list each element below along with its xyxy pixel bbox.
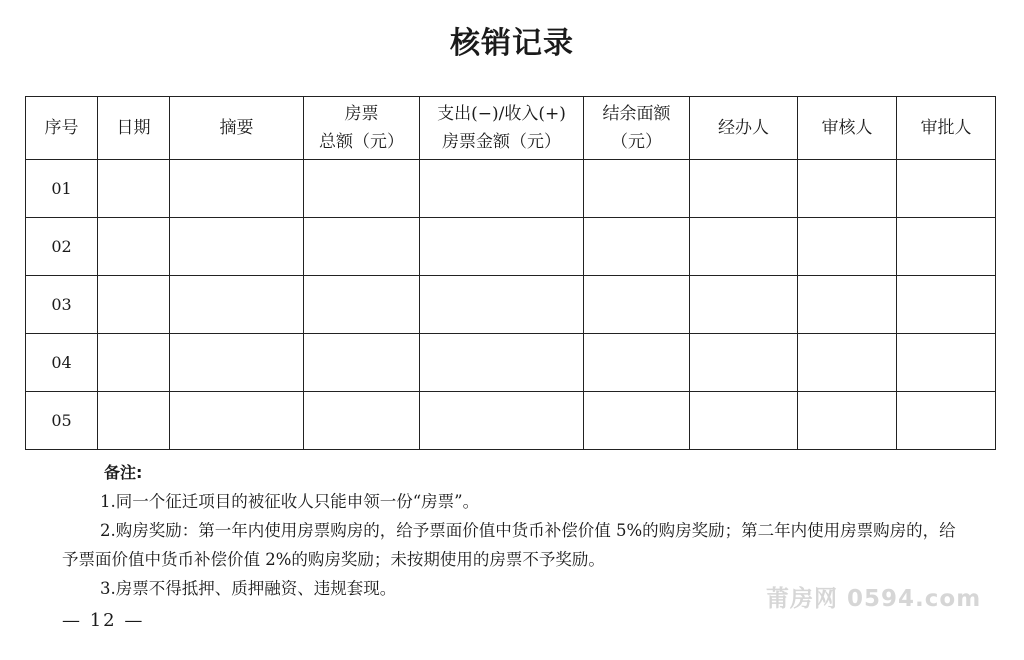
cell-reviewer xyxy=(798,392,897,450)
table-row xyxy=(26,160,996,218)
cell-ticket-total xyxy=(304,218,420,276)
header-in-out xyxy=(420,97,584,160)
cell-date xyxy=(98,392,170,450)
header-in-out-line2: 房票金额（元） xyxy=(442,132,561,152)
cell-approver xyxy=(897,276,996,334)
cell-summary xyxy=(170,392,304,450)
header-in-out-line1: 支出(−)/收入(+) xyxy=(437,104,566,124)
remark-item-2: 2.购房奖励：第一年内使用房票购房的，给予票面价值中货币补偿价值 5%的购房奖励；第二年内使用房票购房的，给予票面价值中货币补偿价值 2%的购房奖励；未按期使用的房票不予奖励。 xyxy=(62,521,956,569)
row-seq: 04 xyxy=(26,334,98,392)
cell-balance xyxy=(584,276,690,334)
row-seq: 02 xyxy=(26,218,98,276)
cell-ticket-total xyxy=(304,160,420,218)
header-ticket-total-line1: 房票 xyxy=(344,104,379,124)
cell-reviewer xyxy=(798,218,897,276)
cell-date xyxy=(98,218,170,276)
watermark: 莆房网 0594.com xyxy=(766,586,982,612)
cell-summary xyxy=(170,276,304,334)
cell-handler xyxy=(690,218,798,276)
remark-item-3: 3.房票不得抵押、质押融资、违规套现。 xyxy=(100,579,397,598)
cell-approver xyxy=(897,392,996,450)
cell-balance xyxy=(584,392,690,450)
cell-in-out xyxy=(420,218,584,276)
header-summary: 摘要 xyxy=(170,97,304,160)
header-balance xyxy=(584,97,690,160)
header-approver: 审批人 xyxy=(897,97,996,160)
cell-balance xyxy=(584,160,690,218)
table-row xyxy=(26,218,996,276)
table-row xyxy=(26,334,996,392)
cell-reviewer xyxy=(798,160,897,218)
cell-in-out xyxy=(420,276,584,334)
cell-summary xyxy=(170,334,304,392)
cell-date xyxy=(98,276,170,334)
header-balance-line1: 结余面额 xyxy=(602,104,671,124)
row-seq: 05 xyxy=(26,392,98,450)
table-row xyxy=(26,276,996,334)
header-balance-line2: （元） xyxy=(611,132,662,152)
cell-ticket-total xyxy=(304,276,420,334)
remarks-heading: 备注: xyxy=(104,463,143,482)
cell-handler xyxy=(690,160,798,218)
header-seq: 序号 xyxy=(26,97,98,160)
cell-summary xyxy=(170,218,304,276)
cell-date xyxy=(98,334,170,392)
remark-item-1: 1.同一个征迁项目的被征收人只能申领一份“房票”。 xyxy=(100,492,480,511)
header-date: 日期 xyxy=(98,97,170,160)
cell-in-out xyxy=(420,334,584,392)
cell-approver xyxy=(897,160,996,218)
cell-date xyxy=(98,160,170,218)
row-seq: 03 xyxy=(26,276,98,334)
cell-reviewer xyxy=(798,334,897,392)
header-handler: 经办人 xyxy=(690,97,798,160)
cell-summary xyxy=(170,160,304,218)
cell-approver xyxy=(897,334,996,392)
cell-balance xyxy=(584,334,690,392)
header-reviewer: 审核人 xyxy=(798,97,897,160)
page-number: — 12 — xyxy=(62,610,145,631)
table-row xyxy=(26,392,996,450)
cell-handler xyxy=(690,334,798,392)
header-ticket-total xyxy=(304,97,420,160)
header-ticket-total-line2: 总额（元） xyxy=(319,132,404,152)
cell-balance xyxy=(584,218,690,276)
page-title: 核销记录 xyxy=(450,26,574,61)
cell-reviewer xyxy=(798,276,897,334)
cell-in-out xyxy=(420,160,584,218)
cell-in-out xyxy=(420,392,584,450)
cell-handler xyxy=(690,276,798,334)
cell-ticket-total xyxy=(304,392,420,450)
row-seq: 01 xyxy=(26,160,98,218)
table-header-row xyxy=(26,97,996,160)
cell-handler xyxy=(690,392,798,450)
verification-record-table xyxy=(25,96,996,450)
cell-approver xyxy=(897,218,996,276)
cell-ticket-total xyxy=(304,334,420,392)
